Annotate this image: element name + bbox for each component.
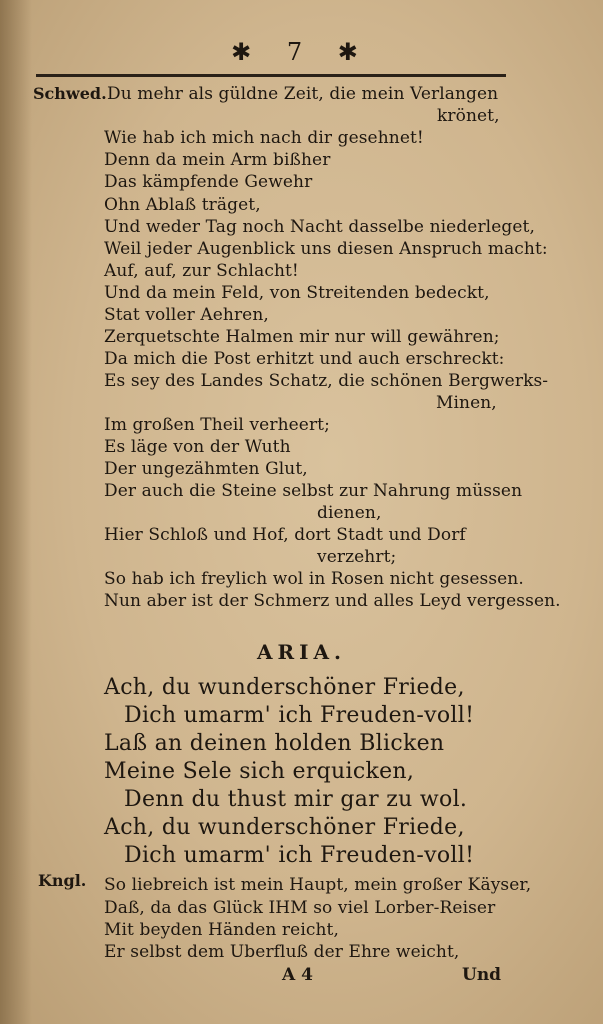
text-line: Mit beyden Händen reicht, — [104, 920, 339, 940]
text-line: Es läge von der Wuth — [104, 437, 291, 457]
header-rule — [36, 74, 506, 77]
aria-line: Ach, du wunderschöner Friede, — [104, 815, 465, 840]
speaker-label: Schwed. — [33, 84, 107, 103]
text-line: Da mich die Post erhitzt und auch erschreckt: — [104, 349, 505, 369]
text-line: Weil jeder Augenblick uns diesen Anspruch macht: — [104, 239, 548, 259]
text-line: Zerquetschte Halmen mir nur will gewähren; — [104, 327, 500, 347]
text-line: dienen, — [317, 503, 382, 523]
aria-title: ARIA. — [257, 640, 346, 664]
text-line: Im großen Theil verheert; — [104, 415, 330, 435]
text-line: Und weder Tag noch Nacht dasselbe niederleget, — [104, 217, 535, 237]
text-line: Minen, — [436, 393, 497, 413]
text-line: Der auch die Steine selbst zur Nahrung müssen — [104, 481, 523, 501]
text-line: Wie hab ich mich nach dir gesehnet! — [104, 128, 424, 148]
text-line: So hab ich freylich wol in Rosen nicht gesessen. — [104, 569, 524, 589]
aria-line: Ach, du wunderschöner Friede, — [104, 675, 465, 700]
text-line: Hier Schloß und Hof, dort Stadt und Dorf — [104, 525, 466, 545]
text-line: Ohn Ablaß träget, — [104, 195, 261, 215]
aria-line: Dich umarm' ich Freuden-voll! — [124, 703, 475, 728]
text-line: Das kämpfende Gewehr — [104, 172, 313, 192]
catchword: Und — [462, 965, 502, 985]
text-line: Du mehr als güldne Zeit, die mein Verlangen — [107, 84, 499, 104]
aria-line: Meine Sele sich erquicken, — [104, 759, 415, 784]
text-line: Denn da mein Arm bißher — [104, 150, 331, 170]
text-line: So liebreich ist mein Haupt, mein großer Käyser, — [104, 875, 532, 895]
text-line: verzehrt; — [317, 547, 397, 567]
aria-line: Denn du thust mir gar zu wol. — [124, 787, 468, 812]
text-line: Auf, auf, zur Schlacht! — [104, 261, 299, 281]
aria-line: Laß an deinen holden Blicken — [104, 731, 445, 756]
aria-line: Dich umarm' ich Freuden-voll! — [124, 843, 475, 868]
text-line: Stat voller Aehren, — [104, 305, 269, 325]
page-header: ✱ 7 ✱ — [231, 38, 372, 66]
text-line: Er selbst dem Uberfluß der Ehre weicht, — [104, 942, 460, 962]
text-line: Und da mein Feld, von Streitenden bedeckt, — [104, 283, 490, 303]
speaker-label: Kngl. — [38, 871, 87, 890]
text-line: Es sey des Landes Schatz, die schönen Bergwerks- — [104, 371, 549, 391]
text-line: krönet, — [437, 106, 500, 126]
text-line: Nun aber ist der Schmerz und alles Leyd vergessen. — [104, 591, 561, 611]
text-line: Der ungezähmten Glut, — [104, 459, 308, 479]
text-line: Daß, da das Glück IHM so viel Lorber-Reiser — [104, 898, 496, 918]
signature-mark: A 4 — [282, 965, 313, 985]
